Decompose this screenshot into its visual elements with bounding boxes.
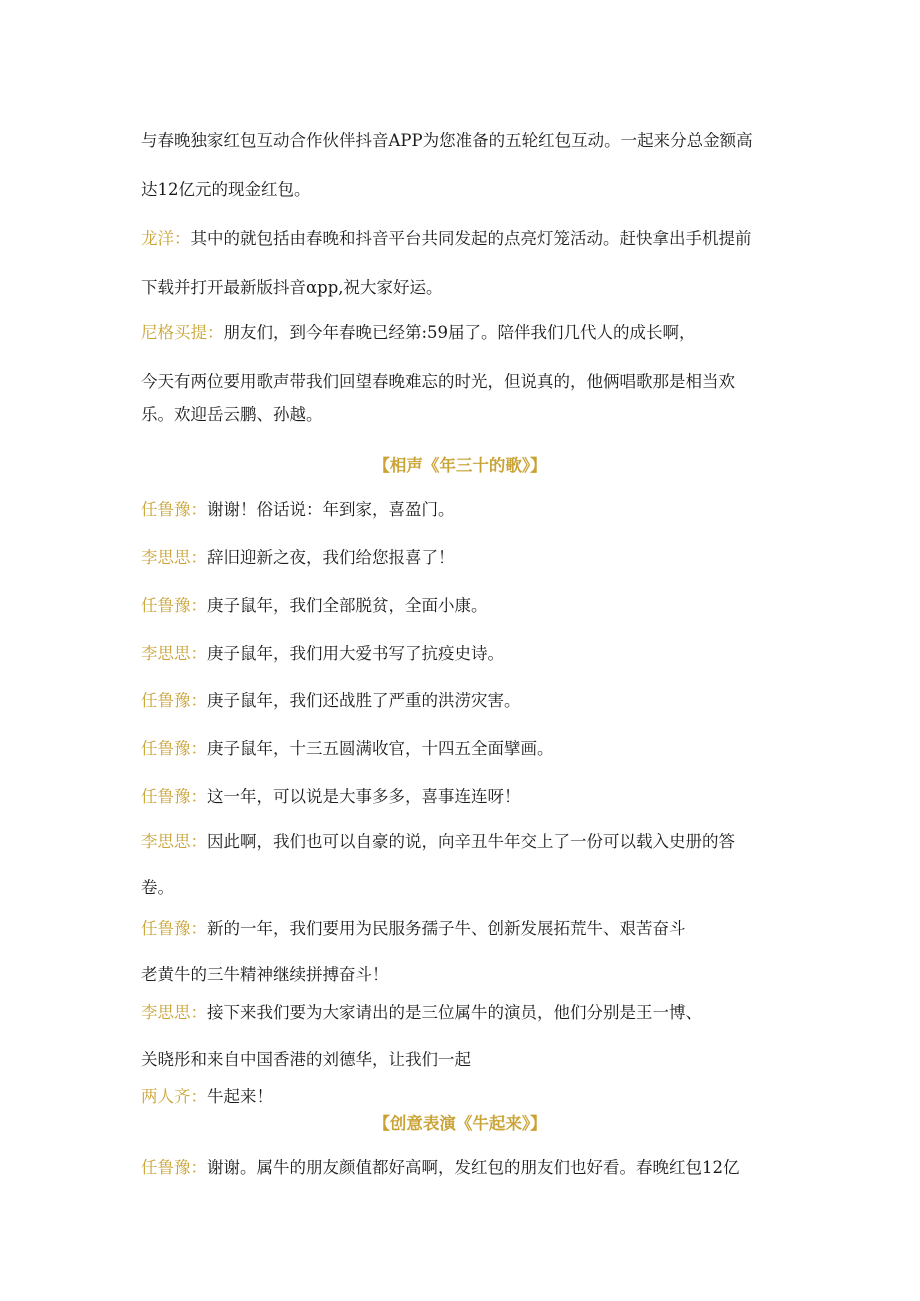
dialogue-line: 任鲁豫：谢谢。属牛的朋友颜值都好高啊，发红包的朋友们也好看。春晚红包12亿 — [141, 1158, 740, 1177]
dialogue-line: 任鲁豫：新的一年，我们要用为民服务孺子牛、创新发展拓荒牛、艰苦奋斗 — [141, 919, 686, 938]
speaker-name: 李思思： — [141, 644, 207, 663]
text-line: 今天有两位要用歌声带我们回望春晚难忘的时光，但说真的，他俩唱歌那是相当欢 — [141, 372, 735, 391]
dialogue-line: 任鲁豫：这一年，可以说是大事多多，喜事连连呀！ — [141, 787, 521, 806]
speaker-name: 任鲁豫： — [141, 500, 207, 519]
speaker-name: 李思思： — [141, 548, 207, 567]
speaker-name: 任鲁豫： — [141, 739, 207, 758]
text-line: 关晓彤和来自中国香港的刘德华，让我们一起 — [141, 1050, 471, 1069]
dialogue-line: 任鲁豫：庚子鼠年，我们还战胜了严重的洪涝灾害。 — [141, 691, 521, 710]
speaker-name: 任鲁豫： — [141, 691, 207, 710]
dialogue-line: 李思思：因此啊，我们也可以自豪的说，向辛丑牛年交上了一份可以载入史册的答 — [141, 832, 735, 851]
dialogue-line: 李思思：庚子鼠年，我们用大爱书写了抗疫史诗。 — [141, 644, 504, 663]
dialogue-line: 李思思：辞旧迎新之夜，我们给您报喜了！ — [141, 548, 455, 567]
text-line: 与春晚独家红包互动合作伙伴抖音APP为您准备的五轮红包互动。一起来分总金额高 — [141, 131, 753, 150]
speaker-name: 龙洋： — [141, 229, 191, 248]
speaker-name: 李思思： — [141, 832, 207, 851]
dialogue-line: 龙洋：其中的就包括由春晚和抖音平台共同发起的点亮灯笼活动。赶快拿出手机提前 — [141, 229, 752, 248]
speaker-name: 任鲁豫： — [141, 596, 207, 615]
dialogue-line: 任鲁豫：庚子鼠年，十三五圆满收官，十四五全面擘画。 — [141, 739, 554, 758]
text-line: 卷。 — [141, 878, 174, 897]
dialogue-line: 任鲁豫：谢谢！俗话说：年到家，喜盈门。 — [141, 500, 455, 519]
speaker-name: 任鲁豫： — [141, 787, 207, 806]
dialogue-line: 尼格买提：朋友们，到今年春晚已经第:59届了。陪伴我们几代人的成长啊， — [141, 323, 696, 342]
speaker-name: 尼格买提： — [141, 323, 224, 342]
text-line: 下载并打开最新版抖音αpp,祝大家好运。 — [141, 278, 443, 297]
section-title: 【创意表演《牛起来》】 — [373, 1114, 547, 1133]
text-line: 乐。欢迎岳云鹏、孙越。 — [141, 405, 323, 424]
dialogue-line: 任鲁豫：庚子鼠年，我们全部脱贫，全面小康。 — [141, 596, 488, 615]
dialogue-line: 两人齐：牛起来！ — [141, 1087, 273, 1106]
section-title: 【相声《年三十的歌》】 — [373, 456, 547, 475]
speaker-name: 任鲁豫： — [141, 919, 207, 938]
text-line: 老黄牛的三牛精神继续拼搏奋斗！ — [141, 965, 389, 984]
speaker-name: 李思思： — [141, 1003, 207, 1022]
dialogue-line: 李思思：接下来我们要为大家请出的是三位属牛的演员，他们分别是王一博、 — [141, 1003, 702, 1022]
speaker-name: 两人齐： — [141, 1087, 207, 1106]
text-line: 达12亿元的现金红包。 — [141, 180, 311, 199]
speaker-name: 任鲁豫： — [141, 1158, 207, 1177]
